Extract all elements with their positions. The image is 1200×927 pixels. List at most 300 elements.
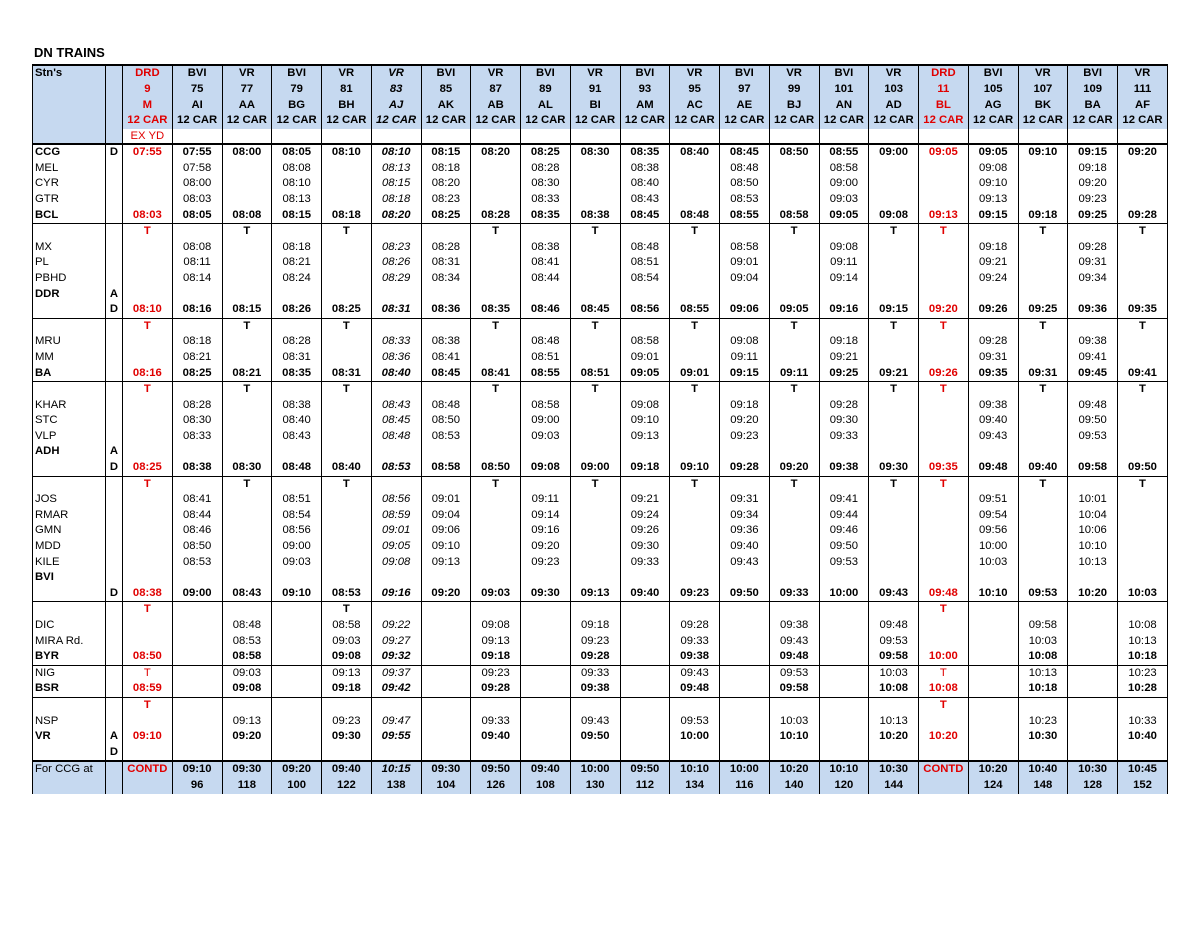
station-bsr: BSR	[33, 681, 106, 697]
time-cell: 09:38	[1068, 334, 1118, 350]
time-cell: 08:48	[371, 429, 421, 445]
terminal-marker: T	[670, 224, 720, 240]
train-header-car: 12 CAR	[521, 113, 571, 129]
time-cell: 09:11	[720, 350, 770, 366]
time-cell	[1018, 271, 1068, 287]
time-cell	[322, 413, 372, 429]
train-header-code: AF	[1118, 98, 1168, 114]
train-header-car: 12 CAR	[471, 113, 521, 129]
time-cell	[1018, 523, 1068, 539]
time-cell: 08:20	[371, 208, 421, 224]
time-cell	[869, 176, 919, 192]
time-cell	[570, 192, 620, 208]
time-cell	[968, 681, 1018, 697]
time-cell	[272, 444, 322, 460]
train-header-code: BA	[1068, 98, 1118, 114]
time-cell: 08:34	[421, 271, 471, 287]
time-cell	[322, 350, 372, 366]
ccg-return-time: 10:10	[670, 761, 720, 778]
arr-dep-marker	[106, 176, 123, 192]
time-cell: 09:11	[769, 366, 819, 382]
time-cell	[471, 413, 521, 429]
header-blank	[33, 82, 106, 98]
time-cell	[222, 539, 272, 555]
time-cell: 08:45	[421, 366, 471, 382]
train-header-note	[172, 129, 222, 144]
time-cell: 08:36	[421, 302, 471, 318]
time-cell	[322, 570, 372, 586]
train-header-code: AL	[521, 98, 571, 114]
time-cell: 09:05	[620, 366, 670, 382]
time-cell: 10:28	[1118, 681, 1168, 697]
time-cell	[670, 240, 720, 256]
time-cell	[471, 429, 521, 445]
time-cell	[670, 350, 720, 366]
table-row	[33, 745, 1168, 762]
time-cell	[322, 555, 372, 571]
time-cell	[919, 192, 969, 208]
page-title: DN TRAINS	[34, 45, 105, 60]
station-pl: PL	[33, 255, 106, 271]
time-cell	[471, 398, 521, 414]
time-cell: 09:48	[1068, 398, 1118, 414]
time-cell: 08:48	[421, 398, 471, 414]
time-cell	[620, 444, 670, 460]
time-cell: 09:31	[1068, 255, 1118, 271]
time-cell: 08:38	[272, 398, 322, 414]
terminal-marker: T	[1118, 382, 1168, 398]
time-cell: 09:23	[1068, 192, 1118, 208]
arr-dep-marker	[106, 350, 123, 366]
time-cell: 08:13	[272, 192, 322, 208]
time-cell: 08:44	[172, 508, 222, 524]
time-cell	[1018, 745, 1068, 762]
time-cell: 08:18	[322, 208, 372, 224]
terminal-marker	[521, 602, 571, 618]
terminal-marker: T	[123, 602, 173, 618]
table-row	[33, 255, 1168, 271]
terminal-marker	[620, 476, 670, 492]
time-cell: 08:26	[272, 302, 322, 318]
time-cell	[222, 413, 272, 429]
time-cell: 09:53	[1018, 586, 1068, 602]
time-cell	[322, 334, 372, 350]
train-header-from: VR	[222, 65, 272, 82]
time-cell	[1018, 176, 1068, 192]
return-train-number: 130	[570, 778, 620, 794]
time-cell: 09:30	[819, 413, 869, 429]
terminal-marker: T	[1118, 476, 1168, 492]
arr-dep-marker	[106, 665, 123, 681]
time-cell	[172, 649, 222, 665]
terminal-marker	[620, 602, 670, 618]
time-cell: 10:03	[1118, 586, 1168, 602]
return-train-number: 118	[222, 778, 272, 794]
train-header-no: 89	[521, 82, 571, 98]
train-header-note	[919, 129, 969, 144]
time-cell: 09:53	[869, 634, 919, 650]
station-bcl: BCL	[33, 208, 106, 224]
time-cell	[570, 523, 620, 539]
time-cell: 09:55	[371, 729, 421, 745]
time-cell: 08:48	[222, 618, 272, 634]
time-cell: 09:06	[421, 523, 471, 539]
footer-label: For CCG at	[33, 761, 106, 778]
time-cell: 08:40	[620, 176, 670, 192]
terminal-marker: T	[1118, 224, 1168, 240]
timetable-header	[33, 65, 1168, 144]
time-cell: 09:11	[819, 255, 869, 271]
time-cell: 09:20	[222, 729, 272, 745]
time-cell	[670, 255, 720, 271]
train-header-code: BI	[570, 98, 620, 114]
time-cell: 10:40	[1118, 729, 1168, 745]
terminal-marker: T	[322, 318, 372, 334]
time-cell	[172, 729, 222, 745]
time-cell: 09:40	[1018, 460, 1068, 476]
time-cell: 08:46	[172, 523, 222, 539]
time-cell: 09:26	[620, 523, 670, 539]
terminal-marker: T	[670, 476, 720, 492]
terminal-marker	[1118, 602, 1168, 618]
time-cell	[123, 570, 173, 586]
train-header-code: AC	[670, 98, 720, 114]
time-cell: 09:04	[421, 508, 471, 524]
time-cell: 09:36	[1068, 302, 1118, 318]
time-cell: 08:28	[272, 334, 322, 350]
time-cell	[1018, 398, 1068, 414]
time-cell	[222, 161, 272, 177]
ccg-return-time: 10:30	[869, 761, 919, 778]
time-cell: 08:15	[421, 144, 471, 161]
time-cell	[670, 192, 720, 208]
time-cell	[919, 334, 969, 350]
time-cell	[819, 618, 869, 634]
time-cell: 09:18	[620, 460, 670, 476]
time-cell	[919, 714, 969, 730]
time-cell	[272, 287, 322, 303]
time-cell	[720, 287, 770, 303]
train-header-from: VR	[322, 65, 372, 82]
time-cell: 09:53	[769, 665, 819, 681]
terminal-marker: T	[919, 318, 969, 334]
time-cell	[172, 681, 222, 697]
terminal-marker	[1068, 318, 1118, 334]
train-header-note	[421, 129, 471, 144]
time-cell: 09:25	[1018, 302, 1068, 318]
time-cell: 08:28	[521, 161, 571, 177]
time-cell: 08:05	[272, 144, 322, 161]
time-cell	[670, 334, 720, 350]
time-cell	[123, 492, 173, 508]
station-adh: ADH	[33, 444, 106, 460]
train-header-no: 101	[819, 82, 869, 98]
terminal-marker	[620, 318, 670, 334]
time-cell	[919, 161, 969, 177]
train-header-code: AE	[720, 98, 770, 114]
time-cell: 09:05	[919, 144, 969, 161]
arr-dep-marker	[106, 271, 123, 287]
time-cell	[570, 350, 620, 366]
time-cell: 08:38	[421, 334, 471, 350]
time-cell	[421, 714, 471, 730]
time-cell: 08:25	[123, 460, 173, 476]
time-cell: 08:18	[272, 240, 322, 256]
terminal-marker: T	[123, 318, 173, 334]
time-cell	[670, 398, 720, 414]
time-cell	[869, 334, 919, 350]
terminal-marker	[869, 697, 919, 713]
train-header-code: BJ	[769, 98, 819, 114]
header-ad-blank	[106, 98, 123, 114]
time-cell	[1118, 398, 1168, 414]
ccg-return-time: 09:10	[172, 761, 222, 778]
time-cell: 09:33	[670, 634, 720, 650]
terminal-marker	[172, 382, 222, 398]
train-header-from: BVI	[172, 65, 222, 82]
time-cell	[1068, 681, 1118, 697]
train-header-car: 12 CAR	[123, 113, 173, 129]
time-cell	[1068, 729, 1118, 745]
time-cell	[670, 570, 720, 586]
time-cell: 09:10	[421, 539, 471, 555]
terminal-marker	[769, 602, 819, 618]
time-cell	[769, 508, 819, 524]
time-cell: 09:35	[968, 366, 1018, 382]
ccg-return-time: 10:20	[968, 761, 1018, 778]
terminal-marker	[620, 224, 670, 240]
time-cell: 09:13	[968, 192, 1018, 208]
time-cell	[1018, 161, 1068, 177]
time-cell	[1068, 287, 1118, 303]
time-cell	[1018, 255, 1068, 271]
time-cell: 08:41	[172, 492, 222, 508]
train-header-from: BVI	[521, 65, 571, 82]
time-cell	[1118, 570, 1168, 586]
time-cell	[720, 649, 770, 665]
train-header-note	[222, 129, 272, 144]
time-cell: 08:48	[521, 334, 571, 350]
train-header-car: 12 CAR	[720, 113, 770, 129]
table-row	[33, 318, 1168, 334]
ccg-return-time: 09:30	[421, 761, 471, 778]
return-train-number: 124	[968, 778, 1018, 794]
time-cell: 08:11	[172, 255, 222, 271]
time-cell: 08:40	[371, 366, 421, 382]
time-cell: 10:08	[919, 681, 969, 697]
time-cell	[968, 649, 1018, 665]
time-cell	[919, 508, 969, 524]
train-header-from: VR	[670, 65, 720, 82]
time-cell	[570, 492, 620, 508]
time-cell: 08:40	[322, 460, 372, 476]
terminal-marker	[570, 602, 620, 618]
time-cell: 10:08	[1118, 618, 1168, 634]
time-cell	[123, 508, 173, 524]
time-cell	[919, 555, 969, 571]
time-cell	[1118, 287, 1168, 303]
time-cell	[471, 492, 521, 508]
time-cell: 08:00	[172, 176, 222, 192]
time-cell	[222, 508, 272, 524]
arr-dep-marker	[106, 714, 123, 730]
time-cell: 09:03	[471, 586, 521, 602]
train-header-code: BK	[1018, 98, 1068, 114]
time-cell	[172, 618, 222, 634]
terminal-marker	[819, 224, 869, 240]
terminal-marker: T	[1018, 476, 1068, 492]
time-cell	[172, 634, 222, 650]
time-cell	[620, 729, 670, 745]
time-cell	[123, 176, 173, 192]
time-cell: 09:08	[620, 398, 670, 414]
time-cell: 09:43	[720, 555, 770, 571]
time-cell: 09:23	[570, 634, 620, 650]
time-cell	[272, 745, 322, 762]
header-ad-blank	[106, 82, 123, 98]
time-cell	[869, 570, 919, 586]
time-cell: 08:59	[123, 681, 173, 697]
time-cell: 08:15	[222, 302, 272, 318]
time-cell: 10:00	[968, 539, 1018, 555]
time-cell	[919, 539, 969, 555]
terminal-marker: T	[769, 382, 819, 398]
time-cell	[769, 334, 819, 350]
time-cell: 09:08	[322, 649, 372, 665]
terminal-marker	[720, 476, 770, 492]
time-cell: 09:20	[1068, 176, 1118, 192]
time-cell: 09:23	[521, 555, 571, 571]
time-cell	[1068, 714, 1118, 730]
train-header-from: VR	[1018, 65, 1068, 82]
time-cell: 10:03	[968, 555, 1018, 571]
time-cell	[769, 745, 819, 762]
train-header-note	[1018, 129, 1068, 144]
time-cell	[471, 570, 521, 586]
time-cell: 08:43	[272, 429, 322, 445]
ccg-return-time: CONTD	[919, 761, 969, 778]
station-blank	[33, 318, 106, 334]
terminal-marker	[521, 224, 571, 240]
return-train-number: 152	[1118, 778, 1168, 794]
train-header-note	[272, 129, 322, 144]
terminal-marker: T	[769, 476, 819, 492]
terminal-marker: T	[123, 224, 173, 240]
time-cell: 09:44	[819, 508, 869, 524]
return-train-number: 122	[322, 778, 372, 794]
time-cell	[123, 539, 173, 555]
terminal-marker	[371, 318, 421, 334]
time-cell: 08:08	[222, 208, 272, 224]
terminal-marker	[371, 382, 421, 398]
time-cell	[1068, 570, 1118, 586]
train-header-from: DRD	[919, 65, 969, 82]
arr-dep-marker: D	[106, 586, 123, 602]
time-cell: 09:10	[620, 413, 670, 429]
time-cell: 07:55	[123, 144, 173, 161]
time-cell: 09:20	[521, 539, 571, 555]
time-cell	[322, 271, 372, 287]
time-cell: 09:51	[968, 492, 1018, 508]
terminal-marker	[172, 697, 222, 713]
table-row	[33, 714, 1168, 730]
terminal-marker: T	[471, 318, 521, 334]
time-cell: 10:13	[1068, 555, 1118, 571]
time-cell	[222, 555, 272, 571]
time-cell: 09:23	[720, 429, 770, 445]
time-cell: 10:20	[869, 729, 919, 745]
terminal-marker: T	[471, 224, 521, 240]
station-ba: BA	[33, 366, 106, 382]
time-cell	[819, 570, 869, 586]
terminal-marker	[720, 224, 770, 240]
time-cell: 09:05	[769, 302, 819, 318]
time-cell: 08:08	[172, 240, 222, 256]
station-cyr: CYR	[33, 176, 106, 192]
time-cell	[123, 398, 173, 414]
time-cell	[123, 523, 173, 539]
station-dic: DIC	[33, 618, 106, 634]
time-cell: 09:13	[570, 586, 620, 602]
terminal-marker	[421, 697, 471, 713]
header-ad-blank	[106, 113, 123, 129]
time-cell: 08:56	[272, 523, 322, 539]
table-row	[33, 460, 1168, 476]
time-cell: 08:21	[222, 366, 272, 382]
time-cell: 10:18	[1118, 649, 1168, 665]
train-header-from: BVI	[720, 65, 770, 82]
table-row	[33, 224, 1168, 240]
time-cell	[670, 508, 720, 524]
time-cell	[272, 618, 322, 634]
time-cell	[322, 240, 372, 256]
time-cell: 09:14	[521, 508, 571, 524]
train-header-no: 91	[570, 82, 620, 98]
time-cell: 08:29	[371, 271, 421, 287]
time-cell: 09:10	[1018, 144, 1068, 161]
terminal-marker: T	[869, 476, 919, 492]
time-cell: 09:16	[371, 586, 421, 602]
time-cell: 09:43	[869, 586, 919, 602]
time-cell: 08:58	[322, 618, 372, 634]
time-cell: 09:20	[720, 413, 770, 429]
terminal-marker	[819, 697, 869, 713]
time-cell: 10:00	[670, 729, 720, 745]
terminal-marker: T	[322, 224, 372, 240]
time-cell: 09:35	[919, 460, 969, 476]
table-row	[33, 618, 1168, 634]
train-header-car: 12 CAR	[869, 113, 919, 129]
time-cell	[272, 634, 322, 650]
table-row	[33, 302, 1168, 318]
time-cell: 08:41	[521, 255, 571, 271]
return-train-number	[123, 778, 173, 794]
table-row	[33, 555, 1168, 571]
time-cell	[720, 745, 770, 762]
time-cell	[1018, 334, 1068, 350]
time-cell	[371, 745, 421, 762]
time-cell	[1118, 508, 1168, 524]
time-cell: 08:10	[123, 302, 173, 318]
time-cell	[421, 287, 471, 303]
ccg-return-time: 09:50	[620, 761, 670, 778]
table-row	[33, 444, 1168, 460]
table-row	[33, 681, 1168, 697]
time-cell	[1068, 634, 1118, 650]
time-cell	[521, 729, 571, 745]
train-header-from: VR	[371, 65, 421, 82]
terminal-marker: T	[123, 665, 173, 681]
